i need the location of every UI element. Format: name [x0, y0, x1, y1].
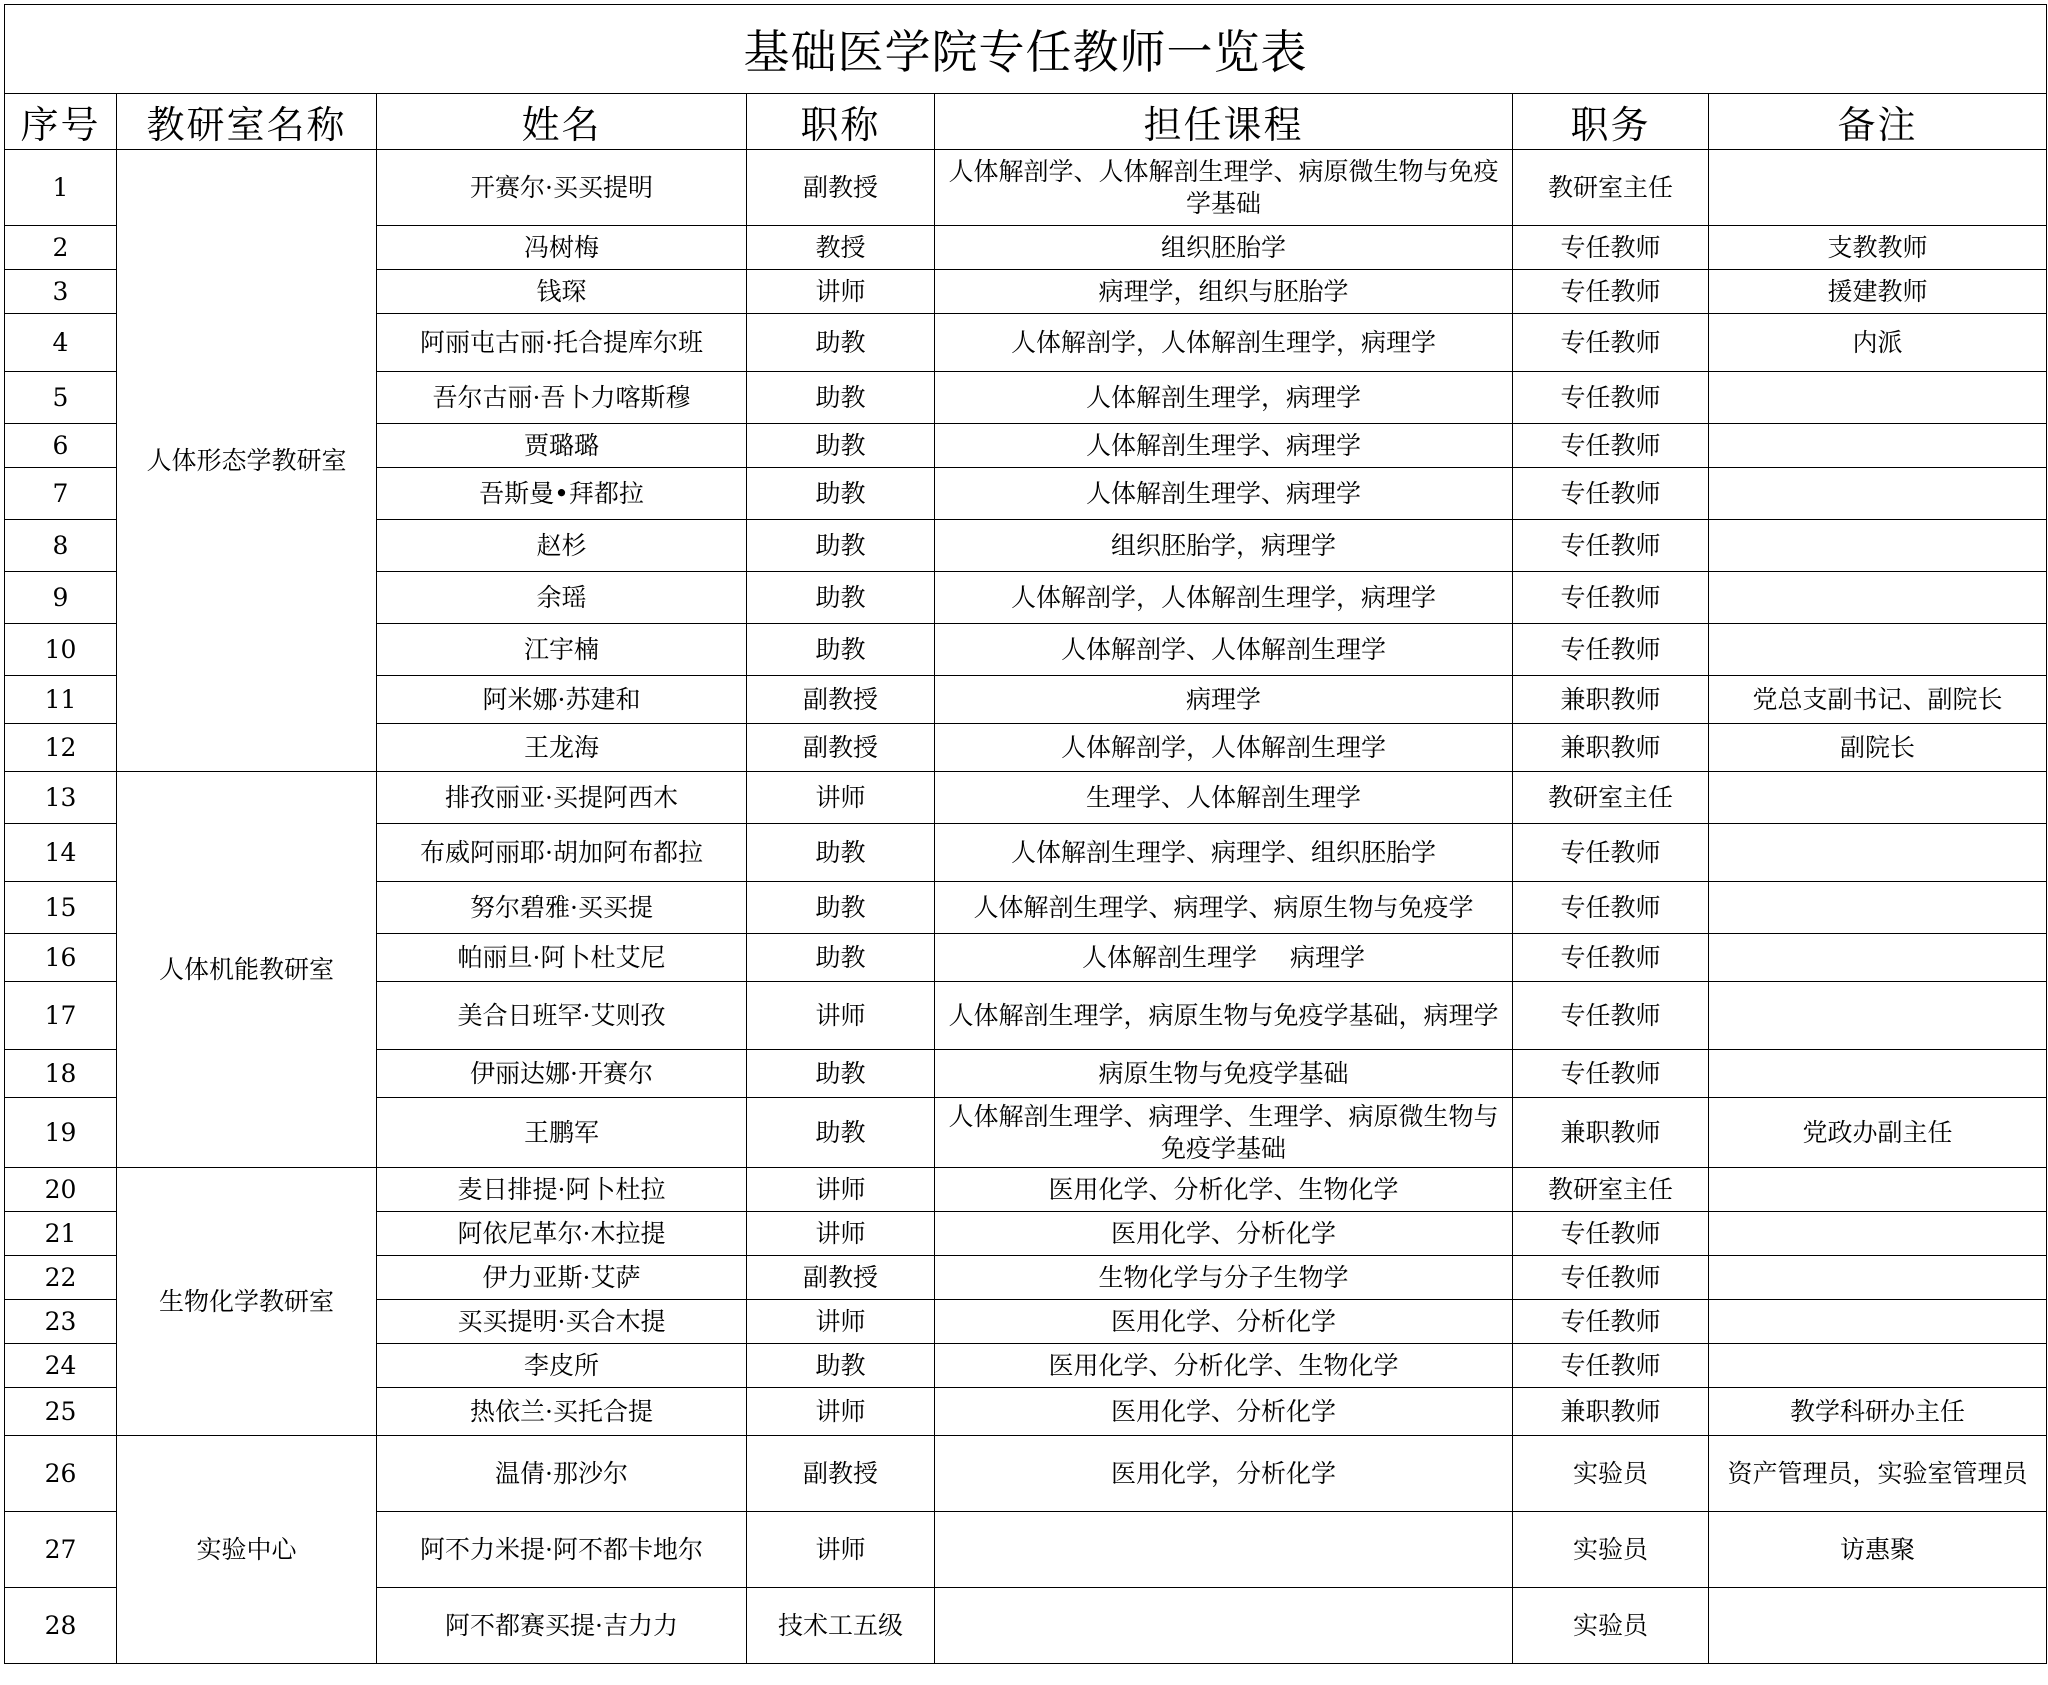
teacher-name: 开赛尔·买买提明 — [377, 150, 747, 226]
teacher-remark — [1709, 572, 2047, 624]
teacher-position: 教研室主任 — [1513, 150, 1709, 226]
teacher-remark — [1709, 1168, 2047, 1212]
row-number: 27 — [5, 1512, 117, 1588]
teacher-remark — [1709, 1050, 2047, 1098]
row-number: 18 — [5, 1050, 117, 1098]
teacher-courses: 人体解剖生理学、病理学 — [935, 424, 1513, 468]
teacher-title: 副教授 — [747, 1256, 935, 1300]
teacher-name: 江宇楠 — [377, 624, 747, 676]
teacher-remark — [1709, 934, 2047, 982]
header-remark: 备注 — [1709, 94, 2047, 150]
row-number: 22 — [5, 1256, 117, 1300]
teacher-courses: 生理学、人体解剖生理学 — [935, 772, 1513, 824]
teacher-position: 专任教师 — [1513, 934, 1709, 982]
teacher-name: 钱琛 — [377, 270, 747, 314]
teacher-position: 专任教师 — [1513, 1212, 1709, 1256]
teacher-name: 阿米娜·苏建和 — [377, 676, 747, 724]
header-seq: 序号 — [5, 94, 117, 150]
teacher-courses: 医用化学、分析化学 — [935, 1388, 1513, 1436]
teacher-remark — [1709, 372, 2047, 424]
table-row — [5, 1436, 2047, 1512]
teacher-position: 专任教师 — [1513, 520, 1709, 572]
teacher-remark: 党政办副主任 — [1709, 1098, 2047, 1168]
teacher-position: 实验员 — [1513, 1512, 1709, 1588]
teacher-name: 李皮所 — [377, 1344, 747, 1388]
teacher-position: 专任教师 — [1513, 424, 1709, 468]
teacher-position: 专任教师 — [1513, 1256, 1709, 1300]
row-number: 11 — [5, 676, 117, 724]
teacher-title: 副教授 — [747, 676, 935, 724]
table-row — [5, 772, 2047, 824]
teacher-remark: 副院长 — [1709, 724, 2047, 772]
teacher-title: 助教 — [747, 372, 935, 424]
row-number: 23 — [5, 1300, 117, 1344]
row-number: 7 — [5, 468, 117, 520]
teacher-courses: 人体解剖生理学、病理学、组织胚胎学 — [935, 824, 1513, 882]
row-number: 9 — [5, 572, 117, 624]
teacher-courses — [935, 1512, 1513, 1588]
row-number: 14 — [5, 824, 117, 882]
teacher-title: 讲师 — [747, 1212, 935, 1256]
teacher-name: 排孜丽亚·买提阿西木 — [377, 772, 747, 824]
teacher-remark — [1709, 882, 2047, 934]
teacher-title: 助教 — [747, 824, 935, 882]
teacher-courses: 人体解剖生理学、病理学、生理学、病原微生物与免疫学基础 — [935, 1098, 1513, 1168]
teacher-title: 讲师 — [747, 1512, 935, 1588]
header-row — [5, 94, 2047, 150]
teacher-courses: 医用化学，分析化学 — [935, 1436, 1513, 1512]
row-number: 28 — [5, 1588, 117, 1664]
teacher-remark — [1709, 520, 2047, 572]
teacher-name: 伊丽达娜·开赛尔 — [377, 1050, 747, 1098]
teacher-courses: 病理学 — [935, 676, 1513, 724]
teacher-position: 兼职教师 — [1513, 724, 1709, 772]
teacher-courses: 组织胚胎学 — [935, 226, 1513, 270]
teacher-courses: 人体解剖生理学、病理学、病原生物与免疫学 — [935, 882, 1513, 934]
teacher-table — [4, 4, 2047, 1664]
teacher-courses: 人体解剖学、人体解剖生理学、病原微生物与免疫学基础 — [935, 150, 1513, 226]
row-number: 17 — [5, 982, 117, 1050]
row-number: 3 — [5, 270, 117, 314]
teacher-name: 买买提明·买合木提 — [377, 1300, 747, 1344]
teacher-courses: 人体解剖生理学、病理学 — [935, 468, 1513, 520]
teacher-title: 技术工五级 — [747, 1588, 935, 1664]
teacher-position: 专任教师 — [1513, 572, 1709, 624]
row-number: 19 — [5, 1098, 117, 1168]
teacher-name: 阿不都赛买提·吉力力 — [377, 1588, 747, 1664]
row-number: 4 — [5, 314, 117, 372]
row-number: 8 — [5, 520, 117, 572]
teacher-name: 贾璐璐 — [377, 424, 747, 468]
teacher-title: 讲师 — [747, 1388, 935, 1436]
row-number: 1 — [5, 150, 117, 226]
teacher-title: 助教 — [747, 424, 935, 468]
teacher-title: 副教授 — [747, 1436, 935, 1512]
teacher-remark — [1709, 1212, 2047, 1256]
teacher-name: 布威阿丽耶·胡加阿布都拉 — [377, 824, 747, 882]
teacher-name: 帕丽旦·阿卜杜艾尼 — [377, 934, 747, 982]
teacher-position: 兼职教师 — [1513, 1098, 1709, 1168]
teacher-title: 助教 — [747, 572, 935, 624]
header-position: 职务 — [1513, 94, 1709, 150]
teacher-position: 专任教师 — [1513, 824, 1709, 882]
teacher-title: 助教 — [747, 520, 935, 572]
teacher-title: 助教 — [747, 624, 935, 676]
teacher-title: 助教 — [747, 468, 935, 520]
department-cell: 人体形态学教研室 — [117, 150, 377, 772]
department-cell: 实验中心 — [117, 1436, 377, 1664]
teacher-courses: 人体解剖生理学，病原生物与免疫学基础，病理学 — [935, 982, 1513, 1050]
table-row — [5, 1168, 2047, 1212]
teacher-title: 助教 — [747, 882, 935, 934]
row-number: 20 — [5, 1168, 117, 1212]
teacher-remark: 内派 — [1709, 314, 2047, 372]
teacher-title: 教授 — [747, 226, 935, 270]
row-number: 12 — [5, 724, 117, 772]
teacher-title: 助教 — [747, 1050, 935, 1098]
row-number: 16 — [5, 934, 117, 982]
teacher-title: 助教 — [747, 1098, 935, 1168]
teacher-courses: 医用化学、分析化学、生物化学 — [935, 1168, 1513, 1212]
department-cell: 生物化学教研室 — [117, 1168, 377, 1436]
teacher-name: 阿依尼革尔·木拉提 — [377, 1212, 747, 1256]
teacher-remark: 教学科研办主任 — [1709, 1388, 2047, 1436]
row-number: 10 — [5, 624, 117, 676]
teacher-courses: 人体解剖学，人体解剖生理学，病理学 — [935, 572, 1513, 624]
teacher-remark — [1709, 468, 2047, 520]
teacher-courses: 人体解剖学，人体解剖生理学，病理学 — [935, 314, 1513, 372]
teacher-courses: 病理学，组织与胚胎学 — [935, 270, 1513, 314]
teacher-position: 专任教师 — [1513, 624, 1709, 676]
teacher-remark — [1709, 1256, 2047, 1300]
teacher-position: 专任教师 — [1513, 882, 1709, 934]
teacher-title: 讲师 — [747, 1168, 935, 1212]
teacher-position: 专任教师 — [1513, 226, 1709, 270]
teacher-remark: 援建教师 — [1709, 270, 2047, 314]
header-name: 姓名 — [377, 94, 747, 150]
teacher-courses: 人体解剖生理学 病理学 — [935, 934, 1513, 982]
teacher-position: 专任教师 — [1513, 372, 1709, 424]
teacher-name: 王龙海 — [377, 724, 747, 772]
teacher-position: 专任教师 — [1513, 468, 1709, 520]
teacher-remark: 资产管理员，实验室管理员 — [1709, 1436, 2047, 1512]
teacher-list-sheet — [4, 4, 2046, 1664]
table-row — [5, 150, 2047, 226]
row-number: 5 — [5, 372, 117, 424]
row-number: 25 — [5, 1388, 117, 1436]
teacher-name: 余瑶 — [377, 572, 747, 624]
row-number: 6 — [5, 424, 117, 468]
teacher-title: 副教授 — [747, 724, 935, 772]
teacher-position: 实验员 — [1513, 1588, 1709, 1664]
row-number: 15 — [5, 882, 117, 934]
row-number: 24 — [5, 1344, 117, 1388]
teacher-name: 王鹏军 — [377, 1098, 747, 1168]
teacher-remark — [1709, 1588, 2047, 1664]
teacher-name: 美合日班罕·艾则孜 — [377, 982, 747, 1050]
teacher-position: 专任教师 — [1513, 1050, 1709, 1098]
teacher-name: 吾斯曼•拜都拉 — [377, 468, 747, 520]
header-courses: 担任课程 — [935, 94, 1513, 150]
teacher-title: 讲师 — [747, 270, 935, 314]
teacher-courses: 医用化学、分析化学、生物化学 — [935, 1344, 1513, 1388]
teacher-name: 吾尔古丽·吾卜力喀斯穆 — [377, 372, 747, 424]
teacher-title: 助教 — [747, 1344, 935, 1388]
teacher-remark — [1709, 150, 2047, 226]
teacher-name: 温倩·那沙尔 — [377, 1436, 747, 1512]
teacher-courses: 生物化学与分子生物学 — [935, 1256, 1513, 1300]
row-number: 21 — [5, 1212, 117, 1256]
teacher-name: 麦日排提·阿卜杜拉 — [377, 1168, 747, 1212]
teacher-courses — [935, 1588, 1513, 1664]
table-title: 基础医学院专任教师一览表 — [5, 5, 2047, 94]
teacher-name: 努尔碧雅·买买提 — [377, 882, 747, 934]
header-title: 职称 — [747, 94, 935, 150]
teacher-title: 讲师 — [747, 1300, 935, 1344]
teacher-courses: 病原生物与免疫学基础 — [935, 1050, 1513, 1098]
teacher-title: 副教授 — [747, 150, 935, 226]
teacher-position: 实验员 — [1513, 1436, 1709, 1512]
teacher-position: 教研室主任 — [1513, 772, 1709, 824]
teacher-position: 兼职教师 — [1513, 1388, 1709, 1436]
teacher-position: 专任教师 — [1513, 314, 1709, 372]
department-cell: 人体机能教研室 — [117, 772, 377, 1168]
header-dept: 教研室名称 — [117, 94, 377, 150]
teacher-courses: 人体解剖生理学，病理学 — [935, 372, 1513, 424]
row-number: 2 — [5, 226, 117, 270]
teacher-position: 专任教师 — [1513, 1344, 1709, 1388]
teacher-name: 冯树梅 — [377, 226, 747, 270]
teacher-courses: 医用化学、分析化学 — [935, 1300, 1513, 1344]
teacher-remark — [1709, 772, 2047, 824]
teacher-remark — [1709, 624, 2047, 676]
teacher-remark — [1709, 1344, 2047, 1388]
teacher-name: 阿丽屯古丽·托合提库尔班 — [377, 314, 747, 372]
teacher-remark: 支教教师 — [1709, 226, 2047, 270]
teacher-courses: 人体解剖学、人体解剖生理学 — [935, 624, 1513, 676]
teacher-remark: 访惠聚 — [1709, 1512, 2047, 1588]
teacher-remark — [1709, 824, 2047, 882]
teacher-name: 热依兰·买托合提 — [377, 1388, 747, 1436]
row-number: 26 — [5, 1436, 117, 1512]
teacher-remark: 党总支副书记、副院长 — [1709, 676, 2047, 724]
teacher-courses: 人体解剖学，人体解剖生理学 — [935, 724, 1513, 772]
teacher-position: 专任教师 — [1513, 270, 1709, 314]
teacher-remark — [1709, 424, 2047, 468]
teacher-position: 专任教师 — [1513, 982, 1709, 1050]
teacher-name: 伊力亚斯·艾萨 — [377, 1256, 747, 1300]
teacher-title: 讲师 — [747, 982, 935, 1050]
teacher-courses: 组织胚胎学，病理学 — [935, 520, 1513, 572]
teacher-title: 讲师 — [747, 772, 935, 824]
teacher-position: 兼职教师 — [1513, 676, 1709, 724]
teacher-title: 助教 — [747, 934, 935, 982]
row-number: 13 — [5, 772, 117, 824]
teacher-position: 专任教师 — [1513, 1300, 1709, 1344]
teacher-title: 助教 — [747, 314, 935, 372]
teacher-courses: 医用化学、分析化学 — [935, 1212, 1513, 1256]
teacher-remark — [1709, 982, 2047, 1050]
teacher-remark — [1709, 1300, 2047, 1344]
teacher-position: 教研室主任 — [1513, 1168, 1709, 1212]
teacher-name: 阿不力米提·阿不都卡地尔 — [377, 1512, 747, 1588]
teacher-name: 赵杉 — [377, 520, 747, 572]
